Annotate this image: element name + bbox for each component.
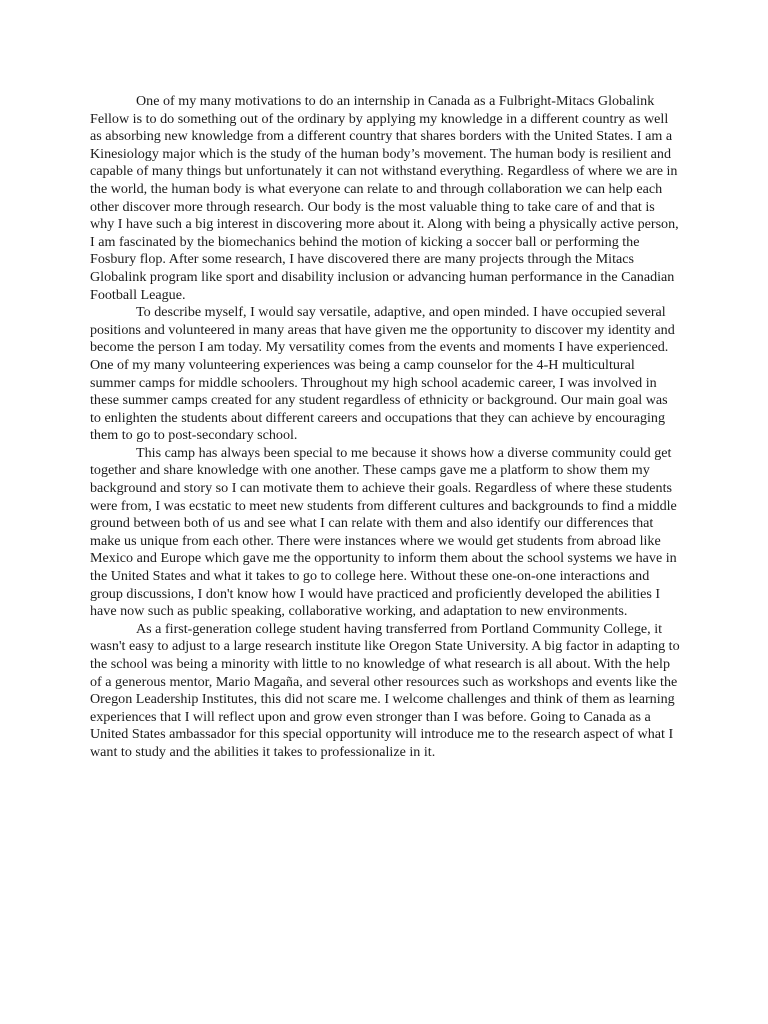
paragraph-first-generation: As a first-generation college student having transferred from Portland Community College, it wasn't easy to adjust to a large research institute like Oregon State University. A big factor in adapting to the school was being a minority with little to no knowledge of what research is all about. With the help of a generous mentor, Mario Magaña, and several other resources such as workshops and events like the Oregon Leadership Institutes, this did not scare me. I welcome challenges and think of them as learning experiences that I will reflect upon and grow even stronger than I was before. Going to Canada as a United States ambassador for this special opportunity will introduce me to the research aspect of what I want to study and the abilities it takes to professionalize in it.	[90, 620, 680, 760]
essay-body	[90, 93, 682, 762]
paragraph-camp-experience: This camp has always been special to me because it shows how a diverse community could get together and share knowledge with one another. These camps gave me a platform to show them my background and story so I can motivate them to achieve their goals. Regardless of where these students were from, I was ecstatic to meet new students from different cultures and backgrounds to find a middle ground between both of us and see what I can relate with them and also identify our differences that make us unique from each other. There were instances where we would get students from abroad like Mexico and Europe which gave me the opportunity to inform them about the school systems we have in the United States and what it takes to go to college here. Without these one-on-one interactions and group discussions, I don't know how I would have practiced and proficiently developed the abilities I have now such as public speaking, collaborative working, and adaptation to new environments.	[90, 444, 677, 620]
paragraph-motivation: One of my many motivations to do an internship in Canada as a Fulbright-Mitacs Globalink Fellow is to do something out of the ordinary by applying my knowledge in a different country as well as absorbing new knowledge from a different country that shares borders with the United States. I am a Kinesiology major which is the study of the human body’s movement. The human body is resilient and capable of many things but unfortunately it can not withstand everything. Regardless of where we are in the world, the human body is what everyone can relate to and through collaboration we can help each other discover more through research. Our body is the most valuable thing to take care of and that is why I have such a big interest in discovering more about it. Along with being a physically active person, I am fascinated by the biomechanics behind the motion of kicking a soccer ball or performing the Fosbury flop. After some research, I have discovered there are many projects through the Mitacs Globalink program like sport and disability inclusion or advancing human performance in the Canadian Football League.	[90, 93, 679, 303]
paragraph-self-description: To describe myself, I would say versatile, adaptive, and open minded. I have occupied several positions and volunteered in many areas that have given me the opportunity to discover my identity and become the person I am today. My versatility comes from the events and moments I have experienced. One of my many volunteering experiences was being a camp counselor for the 4-H multicultural summer camps for middle schoolers. Throughout my high school academic career, I was involved in these summer camps created for any student regardless of ethnicity or background. Our main goal was to enlighten the students about different careers and occupations that they can achieve by encouraging them to go to post-secondary school.	[90, 304, 675, 444]
